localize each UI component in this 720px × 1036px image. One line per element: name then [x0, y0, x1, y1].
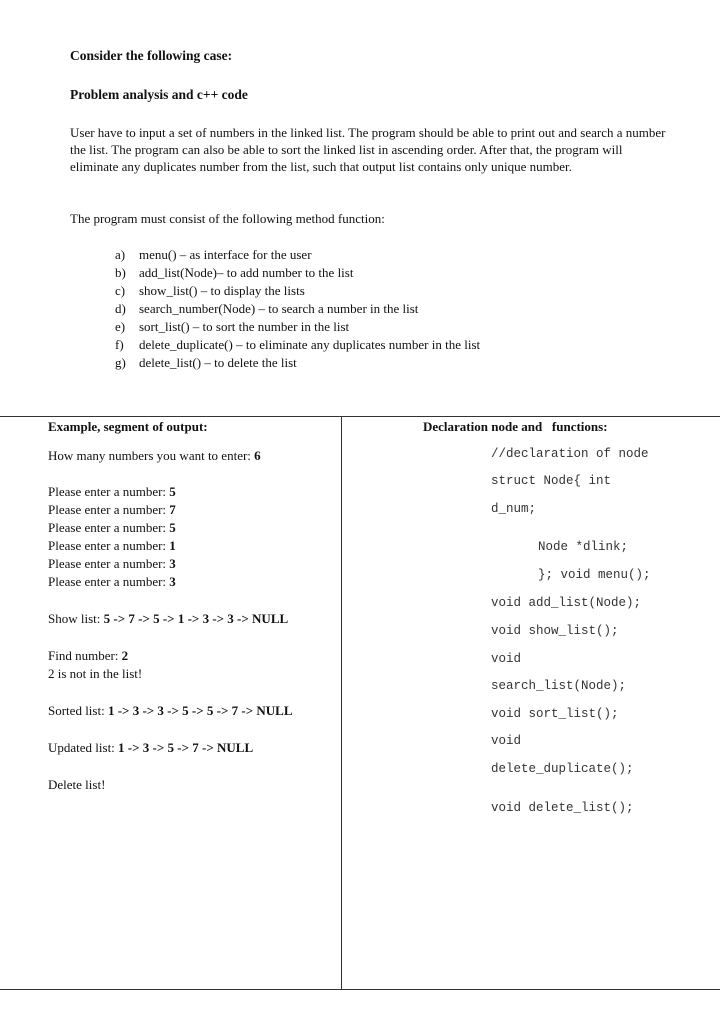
method-item [115, 282, 480, 300]
entry-line [48, 484, 176, 500]
code-line: Node *dlink; [538, 540, 629, 554]
method-item [115, 264, 480, 282]
entry-line [48, 574, 176, 590]
sorted-list-line [48, 703, 293, 719]
code-line: }; void menu(); [538, 568, 651, 582]
entry-value: 3 [169, 574, 176, 589]
method-item [115, 336, 480, 354]
method-item [115, 318, 480, 336]
list-marker: e) [115, 319, 126, 334]
column-divider [341, 417, 342, 989]
example-table [0, 416, 720, 990]
page-title: Consider the following case: [70, 48, 233, 63]
enter-prompt: Please enter a number: [48, 556, 170, 571]
methods-list [115, 246, 480, 372]
enter-prompt: Please enter a number: [48, 502, 170, 517]
entry-value: 5 [169, 520, 176, 535]
method-text: delete_duplicate() – to eliminate any duplicates number in the list [139, 337, 481, 352]
enter-prompt: Please enter a number: [48, 538, 170, 553]
entry-line [48, 502, 176, 518]
method-text: show_list() – to display the lists [139, 283, 305, 298]
how-many-value: 6 [254, 448, 261, 463]
updated-list-line [48, 740, 253, 756]
method-item [115, 354, 480, 372]
how-many-label: How many numbers you want to enter: [48, 448, 255, 463]
list-marker: g) [115, 355, 126, 370]
method-item [115, 300, 480, 318]
declaration-heading: Declaration node and functions: [423, 419, 608, 434]
method-text: search_number(Node) – to search a number in the list [139, 301, 419, 316]
not-found-line: 2 is not in the list! [48, 666, 143, 681]
sorted-label: Sorted list: [48, 703, 108, 718]
show-list-line [48, 611, 288, 627]
entry-line [48, 520, 176, 536]
list-marker: f) [115, 337, 124, 352]
show-value: 5 -> 7 -> 5 -> 1 -> 3 -> 3 -> NULL [103, 611, 289, 626]
method-text: menu() – as interface for the user [139, 247, 312, 262]
code-line: void delete_list(); [491, 801, 634, 815]
code-line: d_num; [491, 502, 537, 516]
code-line: search_list(Node); [491, 679, 627, 693]
find-line [48, 648, 128, 664]
code-line: void show_list(); [491, 624, 619, 638]
problem-description: User have to input a set of numbers in the linked list. The program should be able to print out and search a number the list. The program can also be able to sort the linked list in ascending order. After that, the program will eliminate any duplicates number from the list, such that output list contains only unique number. [70, 125, 666, 174]
code-line: void add_list(Node); [491, 596, 642, 610]
show-label: Show list: [48, 611, 104, 626]
find-label: Find number: [48, 648, 122, 663]
entry-value: 3 [169, 556, 176, 571]
updated-value: 1 -> 3 -> 5 -> 7 -> NULL [118, 740, 254, 755]
method-text: sort_list() – to sort the number in the list [139, 319, 350, 334]
entry-line [48, 556, 176, 572]
entry-line [48, 538, 176, 554]
list-marker: a) [115, 247, 126, 262]
code-line: void [491, 734, 522, 748]
list-marker: c) [115, 283, 126, 298]
sorted-value: 1 -> 3 -> 3 -> 5 -> 5 -> 7 -> NULL [107, 703, 293, 718]
enter-prompt: Please enter a number: [48, 484, 170, 499]
method-text: delete_list() – to delete the list [139, 355, 297, 370]
methods-intro: The program must consist of the following method function: [70, 211, 385, 226]
updated-label: Updated list: [48, 740, 119, 755]
how-many-line [48, 448, 261, 464]
find-value: 2 [121, 648, 129, 663]
enter-prompt: Please enter a number: [48, 520, 170, 535]
entry-value: 7 [169, 502, 176, 517]
code-line: delete_duplicate(); [491, 762, 634, 776]
list-marker: b) [115, 265, 126, 280]
method-text: add_list(Node)– to add number to the list [139, 265, 354, 280]
delete-msg-line: Delete list! [48, 777, 106, 792]
code-line: //declaration of node [491, 447, 649, 461]
code-line: void [491, 652, 522, 666]
entry-value: 1 [169, 538, 176, 553]
method-item [115, 246, 480, 264]
entry-value: 5 [169, 484, 176, 499]
enter-prompt: Please enter a number: [48, 574, 170, 589]
code-line: struct Node{ int [491, 474, 612, 488]
code-line: void sort_list(); [491, 707, 619, 721]
section-subtitle: Problem analysis and c++ code [70, 87, 248, 102]
list-marker: d) [115, 301, 126, 316]
example-heading: Example, segment of output: [48, 419, 208, 434]
